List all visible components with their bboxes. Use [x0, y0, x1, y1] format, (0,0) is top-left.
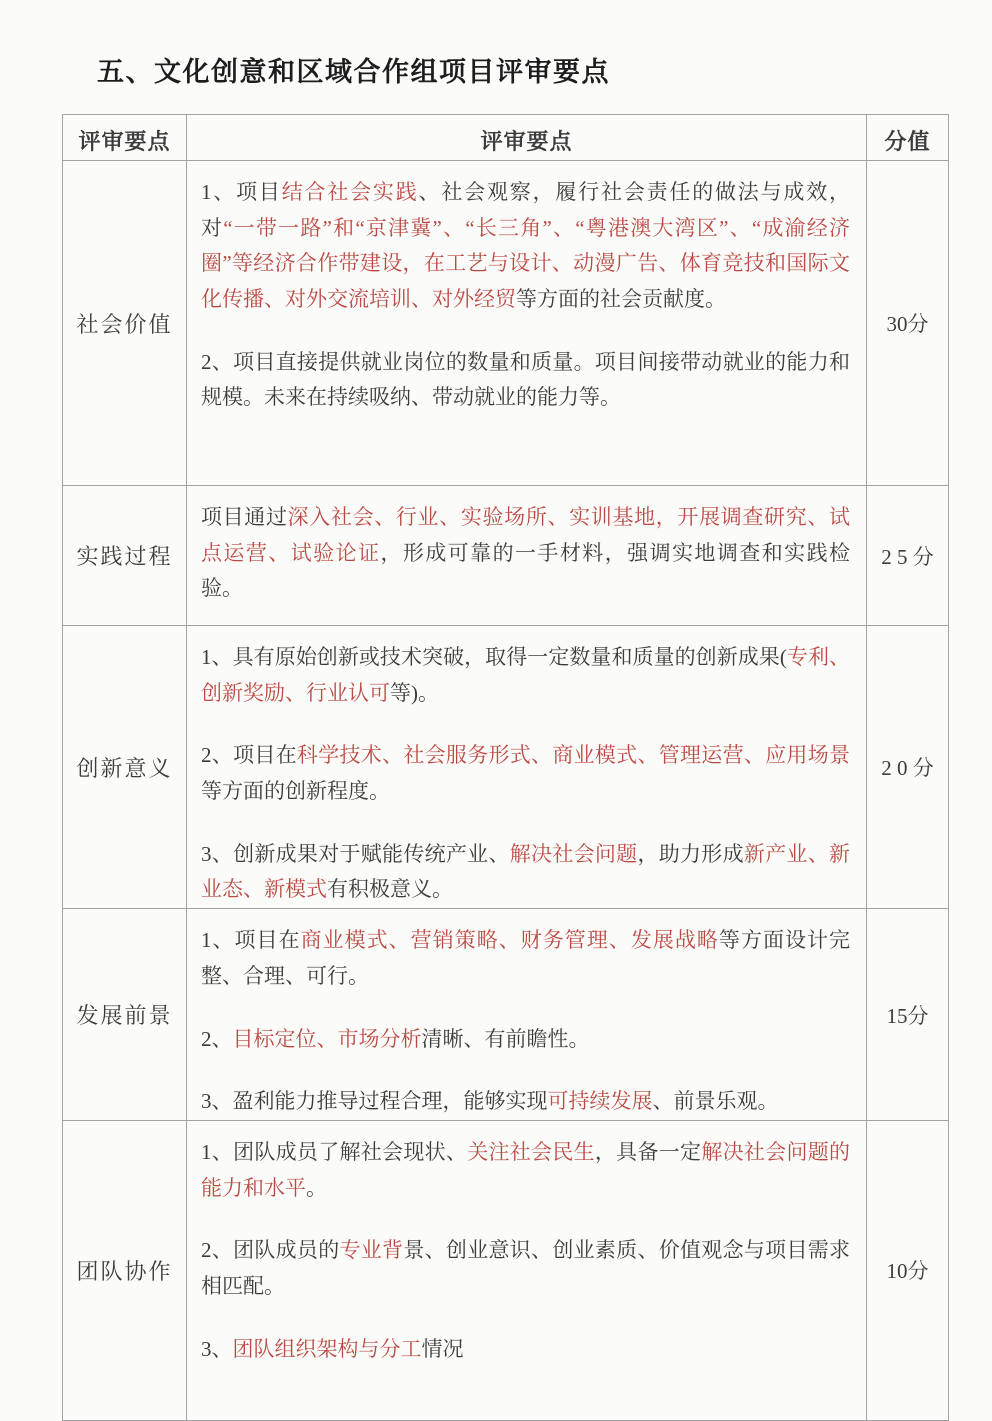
highlighted-text: 专利、创新奖励、行业认可	[201, 645, 851, 705]
criteria-text: ，具备一定	[594, 1139, 702, 1164]
criteria-paragraph	[201, 1084, 850, 1120]
table-row	[63, 486, 949, 626]
criteria-text: 等)。	[390, 680, 439, 705]
criteria-text: 。	[306, 1175, 327, 1200]
highlighted-text: 团队组织架构与分工	[232, 1336, 422, 1361]
score-cell: 2 0 分	[867, 626, 949, 909]
criteria-text: 清晰、有前瞻性。	[421, 1026, 590, 1051]
criteria-paragraph	[201, 345, 850, 416]
criteria-text: 2、项目直接提供就业岗位的数量和质量。项目间接带动就业的能力和规模。未来在持续吸纳、带动就业的能力等。	[201, 349, 850, 410]
criteria-cell	[187, 1120, 867, 1420]
highlighted-text: 结合社会实践	[281, 180, 419, 204]
highlighted-text: 商业模式、营销策略、财务管理、发展战略	[300, 928, 719, 953]
criteria-text: 景、创业意识、创业素质、价值观念与项目需求相匹配。	[201, 1238, 851, 1298]
criteria-paragraph	[201, 738, 850, 809]
table-row	[63, 626, 949, 909]
header-cell-score: 分值	[867, 115, 949, 161]
score-cell: 10分	[867, 1120, 949, 1420]
criteria-paragraph	[201, 837, 850, 908]
criteria-paragraph	[201, 500, 850, 607]
criteria-text: 等方面的社会贡献度。	[516, 287, 726, 312]
criteria-text: 等方面设计完整、合理、可行。	[201, 928, 851, 988]
highlighted-text: 深入社会、行业、实验场所、实训基地，开展调查研究、试点运营、试验论证	[201, 505, 851, 565]
header-cell-category: 评审要点	[63, 115, 187, 161]
header-cell-criteria: 评审要点	[187, 115, 867, 161]
highlighted-text: 解决社会问题的能力和水平	[201, 1139, 851, 1200]
criteria-text: 3、	[201, 1336, 233, 1361]
criteria-cell	[187, 626, 867, 909]
table-row	[63, 161, 949, 486]
score-cell: 15分	[867, 909, 949, 1121]
criteria-cell	[187, 161, 867, 486]
category-cell: 创新意义	[63, 626, 187, 909]
highlighted-text: 解决社会问题	[509, 841, 638, 866]
criteria-text: 3、创新成果对于赋能传统产业、	[201, 841, 510, 866]
highlighted-text: 可持续发展	[547, 1089, 653, 1114]
criteria-text: 项目通过	[201, 505, 288, 529]
highlighted-text: 目标定位、市场分析	[232, 1026, 422, 1051]
highlighted-text: 新产业、新业态、新模式	[201, 841, 851, 902]
criteria-paragraph	[201, 175, 850, 318]
score-cell: 30分	[867, 161, 949, 486]
category-cell: 实践过程	[63, 486, 187, 626]
table-header-row	[63, 115, 949, 161]
criteria-paragraph	[201, 640, 850, 711]
highlighted-text: 关注社会民生	[467, 1139, 595, 1164]
category-cell: 团队协作	[63, 1120, 187, 1420]
criteria-text: 1、具有原始创新或技术突破，取得一定数量和质量的创新成果(	[201, 645, 787, 669]
category-cell: 发展前景	[63, 909, 187, 1121]
criteria-text: 3、盈利能力推导过程合理，能够实现	[201, 1089, 548, 1114]
criteria-paragraph	[201, 1022, 850, 1058]
criteria-cell	[187, 486, 867, 626]
criteria-text: 情况	[421, 1336, 464, 1361]
criteria-cell	[187, 909, 867, 1121]
review-criteria-table	[62, 114, 949, 1421]
table-row	[63, 1120, 949, 1420]
score-cell: 2 5 分	[867, 486, 949, 626]
category-cell: 社会价值	[63, 161, 187, 486]
criteria-text: 有积极意义。	[327, 877, 453, 902]
criteria-text: 2、	[201, 1026, 233, 1051]
criteria-paragraph	[201, 1332, 850, 1368]
highlighted-text: “一带一路”和“京津冀”、“长三角”、“粤港澳大湾区”、“成渝经济圈”等经济合作带建设，在工艺与设计、动漫广告、体育竞技和国际文化传播、对外交流培训、对外经贸	[201, 215, 850, 312]
criteria-text: 等方面的创新程度。	[201, 779, 390, 804]
criteria-text: ，形成可靠的一手材料，强调实地调查和实践检验。	[201, 540, 851, 601]
highlighted-text: 专业背	[339, 1238, 404, 1263]
criteria-text: 1、项目	[201, 180, 282, 204]
criteria-text: 2、团队成员的	[201, 1238, 340, 1263]
criteria-text: ，助力形成	[637, 841, 744, 866]
criteria-paragraph	[201, 923, 850, 994]
criteria-text: 2、项目在	[201, 743, 297, 768]
criteria-paragraph	[201, 1135, 850, 1206]
page-title: 五、文化创意和区域合作组项目评审要点	[97, 57, 610, 87]
highlighted-text: 科学技术、社会服务形式、商业模式、管理运营、应用场景	[296, 743, 851, 768]
criteria-paragraph	[201, 1233, 850, 1304]
criteria-text: 、前景乐观。	[652, 1089, 779, 1114]
criteria-text: 、社会观察，履行社会责任的做法与成效，对	[201, 180, 851, 240]
criteria-text: 1、团队成员了解社会现状、	[201, 1139, 468, 1164]
criteria-text: 1、项目在	[201, 928, 301, 953]
table-row	[63, 909, 949, 1121]
